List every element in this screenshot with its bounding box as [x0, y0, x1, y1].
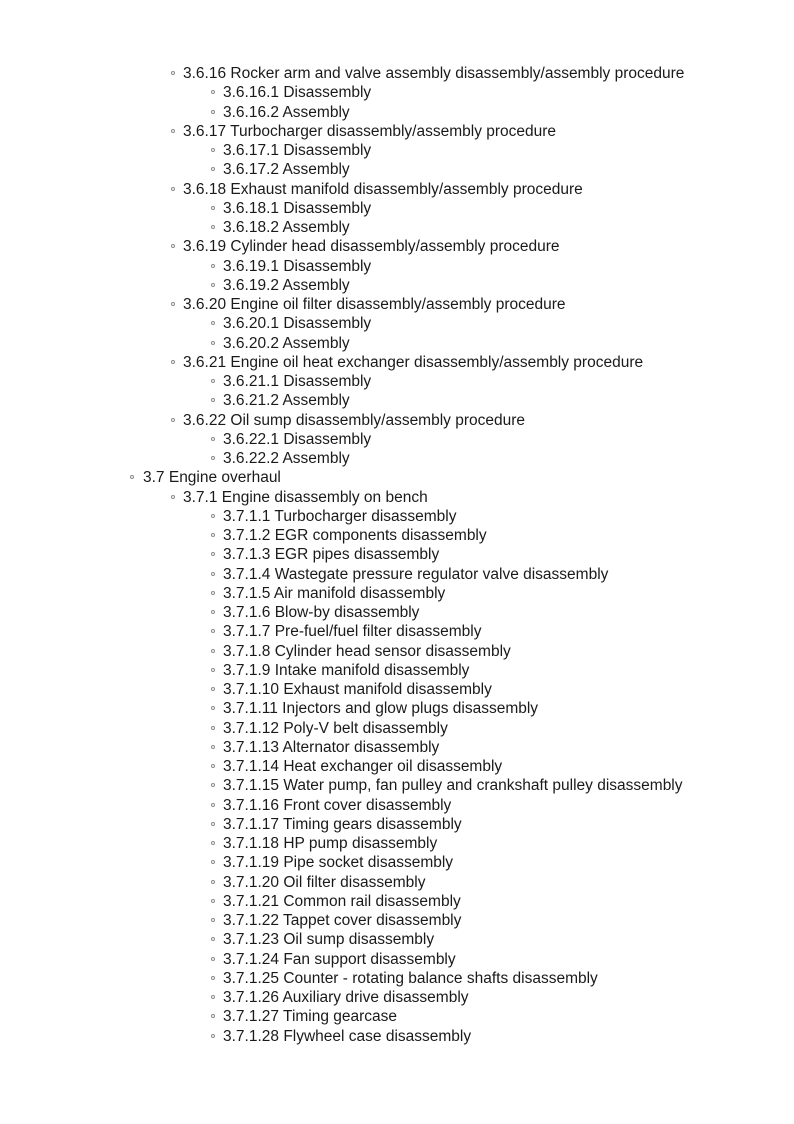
outline-item-level-3 — [0, 526, 794, 545]
list-bullet-icon — [211, 398, 215, 402]
outline-item-text: 3.7 Engine overhaul — [143, 469, 281, 487]
list-bullet-icon — [211, 841, 215, 845]
outline-item-text: 3.6.17.1 Disassembly — [223, 142, 372, 159]
outline-item-level-2 — [0, 295, 794, 314]
outline-item-text: 3.6.16.1 Disassembly — [223, 84, 372, 102]
outline-item-text: 3.6.19 Cylinder head disassembly/assembly procedure — [183, 238, 560, 256]
list-bullet-icon — [211, 629, 215, 633]
outline-item-text: 3.6.19.1 Disassembly — [223, 257, 372, 275]
outline-item-text: 3.6.20 Engine oil filter disassembly/assembly procedure — [183, 296, 566, 313]
list-bullet-icon — [211, 706, 215, 710]
list-bullet-icon — [211, 803, 215, 807]
list-bullet-icon — [211, 225, 215, 229]
outline-item-text: 3.7.1.17 Timing gears disassembly — [223, 815, 462, 833]
outline-item-text: 3.7.1 Engine disassembly on bench — [183, 488, 428, 506]
list-bullet-icon — [171, 187, 175, 191]
outline-item-text: 3.7.1.6 Blow-by disassembly — [223, 604, 420, 621]
list-bullet-icon — [211, 110, 215, 114]
outline-item-level-2 — [0, 180, 794, 199]
outline-item-level-3 — [0, 911, 794, 930]
list-bullet-icon — [211, 995, 215, 999]
outline-item-level-3 — [0, 372, 794, 391]
list-bullet-icon — [171, 302, 175, 306]
outline-item-level-3 — [0, 776, 794, 795]
outline-item-text: 3.7.1.10 Exhaust manifold disassembly — [223, 681, 492, 698]
list-bullet-icon — [211, 745, 215, 749]
outline-item-level-3 — [0, 218, 794, 237]
outline-item-text: 3.6.20.1 Disassembly — [223, 315, 372, 333]
outline-item-level-3 — [0, 969, 794, 988]
outline-item-text: 3.7.1.16 Front cover disassembly — [223, 796, 452, 814]
list-bullet-icon — [211, 341, 215, 345]
list-bullet-icon — [211, 321, 215, 325]
list-bullet-icon — [211, 937, 215, 941]
list-bullet-icon — [211, 552, 215, 556]
outline-item-level-2 — [0, 488, 794, 507]
outline-item-text: 3.7.1.9 Intake manifold disassembly — [223, 661, 470, 679]
list-bullet-icon — [211, 880, 215, 884]
outline-item-level-3 — [0, 680, 794, 699]
list-bullet-icon — [130, 475, 134, 479]
outline-item-level-3 — [0, 160, 794, 179]
outline-item-text: 3.6.22.1 Disassembly — [223, 430, 372, 448]
outline-item-level-2 — [0, 237, 794, 256]
list-bullet-icon — [211, 379, 215, 383]
outline-item-text: 3.6.16 Rocker arm and valve assembly disassembly/assembly procedure — [183, 65, 685, 82]
list-bullet-icon — [171, 244, 175, 248]
outline-item-level-3 — [0, 430, 794, 449]
outline-item-level-3 — [0, 565, 794, 584]
outline-item-level-3 — [0, 391, 794, 410]
outline-item-level-3 — [0, 796, 794, 815]
list-bullet-icon — [211, 167, 215, 171]
outline-item-level-3 — [0, 930, 794, 949]
outline-item-text: 3.6.20.2 Assembly — [223, 334, 350, 352]
outline-item-text: 3.6.18.2 Assembly — [223, 219, 350, 236]
list-bullet-icon — [211, 976, 215, 980]
list-bullet-icon — [211, 437, 215, 441]
outline-item-level-3 — [0, 661, 794, 680]
outline-item-level-1 — [0, 468, 794, 487]
outline-item-level-3 — [0, 988, 794, 1007]
list-bullet-icon — [211, 687, 215, 691]
outline-item-level-3 — [0, 950, 794, 969]
list-bullet-icon — [211, 456, 215, 460]
outline-item-text: 3.6.17 Turbocharger disassembly/assembly procedure — [183, 122, 557, 140]
outline-item-level-3 — [0, 738, 794, 757]
outline-item-level-3 — [0, 892, 794, 911]
outline-item-level-3 — [0, 834, 794, 853]
outline-item-level-3 — [0, 83, 794, 102]
outline-item-text: 3.7.1.28 Flywheel case disassembly — [223, 1027, 472, 1045]
list-bullet-icon — [211, 726, 215, 730]
outline-item-level-3 — [0, 622, 794, 641]
list-bullet-icon — [171, 418, 175, 422]
outline-item-level-3 — [0, 603, 794, 622]
outline-item-text: 3.7.1.4 Wastegate pressure regulator valve disassembly — [223, 565, 609, 583]
list-bullet-icon — [211, 822, 215, 826]
list-bullet-icon — [211, 957, 215, 961]
outline-item-text: 3.6.18 Exhaust manifold disassembly/assembly procedure — [183, 180, 583, 198]
outline-item-text: 3.7.1.23 Oil sump disassembly — [223, 931, 435, 949]
outline-item-text: 3.7.1.22 Tappet cover disassembly — [223, 912, 462, 929]
outline-item-level-3 — [0, 257, 794, 276]
outline-item-level-3 — [0, 699, 794, 718]
outline-item-text: 3.7.1.3 EGR pipes disassembly — [223, 546, 440, 564]
outline-item-level-3 — [0, 873, 794, 892]
outline-item-text: 3.7.1.27 Timing gearcase — [223, 1008, 398, 1026]
list-bullet-icon — [211, 591, 215, 595]
outline-item-level-3 — [0, 507, 794, 526]
list-bullet-icon — [211, 148, 215, 152]
list-bullet-icon — [211, 514, 215, 518]
outline-item-text: 3.7.1.20 Oil filter disassembly — [223, 873, 426, 891]
list-bullet-icon — [211, 90, 215, 94]
outline-item-text: 3.6.22 Oil sump disassembly/assembly procedure — [183, 411, 526, 429]
outline-item-text: 3.7.1.25 Counter - rotating balance shafts disassembly — [223, 969, 598, 987]
outline-item-level-3 — [0, 199, 794, 218]
outline-item-text: 3.6.17.2 Assembly — [223, 161, 350, 179]
outline-item-text: 3.7.1.15 Water pump, fan pulley and crankshaft pulley disassembly — [223, 777, 683, 795]
outline-item-level-3 — [0, 449, 794, 468]
outline-item-level-3 — [0, 545, 794, 564]
outline-item-level-3 — [0, 1007, 794, 1026]
outline-item-text: 3.6.16.2 Assembly — [223, 103, 350, 121]
list-bullet-icon — [211, 1014, 215, 1018]
outline-item-level-2 — [0, 353, 794, 372]
list-bullet-icon — [211, 918, 215, 922]
outline-item-text: 3.7.1.11 Injectors and glow plugs disassembly — [223, 700, 539, 718]
list-bullet-icon — [211, 572, 215, 576]
outline-item-text: 3.6.21 Engine oil heat exchanger disassembly/assembly procedure — [183, 353, 644, 371]
outline-item-text: 3.7.1.5 Air manifold disassembly — [223, 584, 446, 602]
outline-item-text: 3.7.1.12 Poly-V belt disassembly — [223, 719, 448, 737]
outline-item-text: 3.7.1.7 Pre-fuel/fuel filter disassembly — [223, 623, 482, 641]
list-bullet-icon — [211, 899, 215, 903]
list-bullet-icon — [211, 668, 215, 672]
outline-item-text: 3.7.1.8 Cylinder head sensor disassembly — [223, 642, 511, 660]
outline-item-level-3 — [0, 276, 794, 295]
outline-item-level-3 — [0, 141, 794, 160]
outline-item-text: 3.7.1.1 Turbocharger disassembly — [223, 507, 457, 525]
list-bullet-icon — [171, 71, 175, 75]
outline-item-level-2 — [0, 122, 794, 141]
outline-item-text: 3.6.18.1 Disassembly — [223, 199, 372, 217]
list-bullet-icon — [171, 129, 175, 133]
outline-item-level-2 — [0, 411, 794, 430]
outline-item-level-3 — [0, 757, 794, 776]
list-bullet-icon — [171, 360, 175, 364]
outline-item-text: 3.6.21.1 Disassembly — [223, 373, 372, 390]
outline-item-text: 3.7.1.18 HP pump disassembly — [223, 835, 438, 852]
list-bullet-icon — [211, 533, 215, 537]
list-bullet-icon — [211, 860, 215, 864]
list-bullet-icon — [211, 783, 215, 787]
outline-item-text: 3.6.19.2 Assembly — [223, 276, 350, 294]
outline-item-level-3 — [0, 719, 794, 738]
list-bullet-icon — [211, 764, 215, 768]
outline-item-text: 3.7.1.21 Common rail disassembly — [223, 892, 461, 910]
list-bullet-icon — [171, 495, 175, 499]
list-bullet-icon — [211, 206, 215, 210]
list-bullet-icon — [211, 264, 215, 268]
outline-item-level-3 — [0, 334, 794, 353]
outline-item-text: 3.7.1.13 Alternator disassembly — [223, 738, 440, 756]
outline-item-text: 3.7.1.14 Heat exchanger oil disassembly — [223, 758, 503, 775]
outline-item-level-3 — [0, 584, 794, 603]
outline-item-level-3 — [0, 815, 794, 834]
list-bullet-icon — [211, 1034, 215, 1038]
outline-item-level-2 — [0, 64, 794, 83]
outline-item-level-3 — [0, 103, 794, 122]
outline-item-text: 3.7.1.2 EGR components disassembly — [223, 527, 487, 544]
outline-item-level-3 — [0, 642, 794, 661]
list-bullet-icon — [211, 649, 215, 653]
outline-item-text: 3.7.1.26 Auxiliary drive disassembly — [223, 989, 469, 1006]
outline-item-level-3 — [0, 314, 794, 333]
outline-item-level-3 — [0, 853, 794, 872]
outline-item-text: 3.6.22.2 Assembly — [223, 450, 350, 467]
list-bullet-icon — [211, 283, 215, 287]
outline-item-level-3 — [0, 1027, 794, 1046]
outline-item-text: 3.6.21.2 Assembly — [223, 392, 350, 410]
outline-item-text: 3.7.1.19 Pipe socket disassembly — [223, 854, 454, 872]
outline-item-text: 3.7.1.24 Fan support disassembly — [223, 950, 456, 968]
list-bullet-icon — [211, 610, 215, 614]
